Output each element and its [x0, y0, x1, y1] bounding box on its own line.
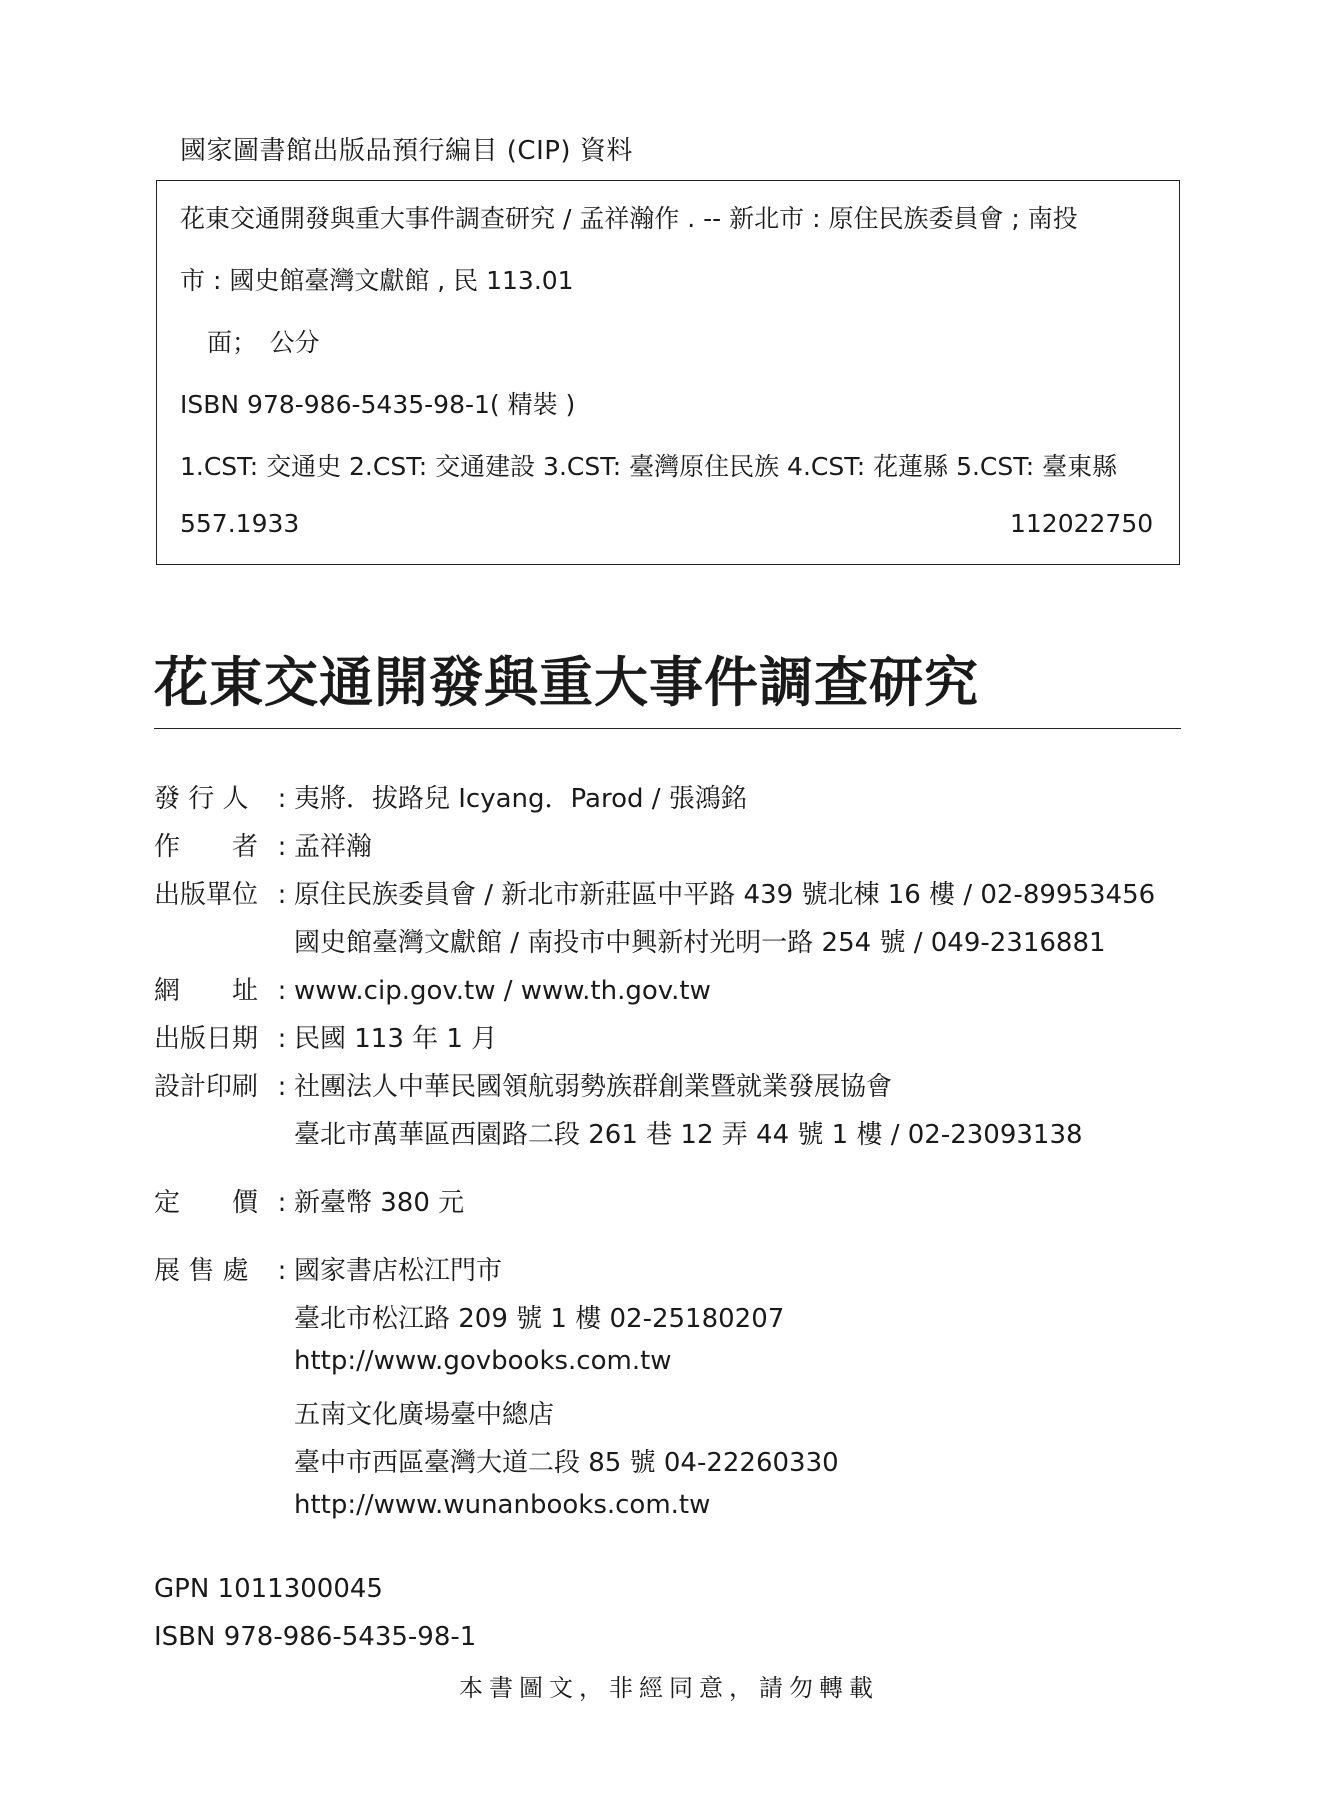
info-value: 臺北市松江路 209 號 1 樓 02-25180207	[294, 1304, 785, 1334]
info-label: 設計印刷	[154, 1072, 259, 1102]
info-row-publisher	[154, 778, 747, 815]
info-value: www.cip.gov.tw / www.th.gov.tw	[294, 976, 711, 1006]
info-separator: :	[277, 784, 287, 814]
cip-record-number: 112022750	[1010, 509, 1154, 538]
info-separator: :	[277, 1256, 287, 1286]
info-value: 國家書店松江門市	[294, 1256, 503, 1286]
cip-line-pages: 面； 公分	[207, 328, 320, 357]
cip-line-publisher: 市 : 國史館臺灣文獻館 , 民 113.01	[180, 266, 574, 295]
info-label: 出版日期	[154, 1024, 259, 1054]
cip-line-isbn: ISBN 978-986-5435-98-1( 精裝 )	[180, 390, 576, 419]
info-value: http://www.govbooks.com.tw	[294, 1346, 672, 1376]
cip-classification-number: 557.1933	[180, 509, 300, 538]
title-divider	[154, 728, 1181, 729]
cip-line-title: 花東交通開發與重大事件調查研究 / 孟祥瀚作 . -- 新北市 : 原住民族委員會 ; 南投	[180, 204, 1078, 233]
info-separator: :	[277, 880, 287, 910]
cip-heading: 國家圖書館出版品預行編目 (CIP) 資料	[180, 136, 633, 166]
gpn-number: GPN 1011300045	[154, 1574, 383, 1604]
info-label: 網 址	[154, 976, 259, 1006]
info-separator: :	[277, 832, 287, 862]
info-value: 民國 113 年 1 月	[294, 1024, 498, 1054]
book-title: 花東交通開發與重大事件調查研究	[154, 650, 979, 714]
info-value: 新臺幣 380 元	[294, 1188, 465, 1218]
cip-line-classification	[180, 509, 1154, 538]
info-value: 臺中市西區臺灣大道二段 85 號 04-22260330	[294, 1448, 839, 1478]
info-row-website	[154, 970, 711, 1007]
info-value: 原住民族委員會 / 新北市新莊區中平路 439 號北棟 16 樓 / 02-89953456	[294, 880, 1156, 910]
info-label: 展 售 處	[154, 1256, 249, 1286]
info-row-date	[154, 1018, 497, 1055]
info-separator: :	[277, 1072, 287, 1102]
info-row-sales	[154, 1250, 502, 1287]
info-label: 定 價	[154, 1188, 259, 1218]
info-row-author	[154, 826, 372, 863]
info-value: 國史館臺灣文獻館 / 南投市中興新村光明一路 254 號 / 049-2316881	[294, 928, 1106, 958]
cip-record-box	[156, 180, 1180, 565]
info-value: 孟祥瀚	[294, 832, 373, 862]
info-row-price	[154, 1182, 464, 1219]
info-row-design-printing	[154, 1066, 892, 1103]
info-value: 社團法人中華民國領航弱勢族群創業暨就業發展協會	[294, 1072, 893, 1102]
info-value: 夷將．拔路兒 Icyang．Parod / 張鴻銘	[294, 784, 747, 814]
info-label: 出版單位	[154, 880, 259, 910]
info-separator: :	[277, 976, 287, 1006]
info-label: 發 行 人	[154, 784, 249, 814]
info-value: http://www.wunanbooks.com.tw	[294, 1490, 711, 1520]
cip-line-subjects: 1.CST: 交通史 2.CST: 交通建設 3.CST: 臺灣原住民族 4.CST: 花蓮縣 5.CST: 臺東縣	[180, 452, 1118, 481]
info-separator: :	[277, 1024, 287, 1054]
info-row-publishing-unit	[154, 874, 1155, 911]
isbn-number: ISBN 978-986-5435-98-1	[154, 1622, 477, 1652]
copyright-notice: 本書圖文，非經同意，請勿轉載	[459, 1674, 879, 1702]
info-value: 臺北市萬華區西園路二段 261 巷 12 弄 44 號 1 樓 / 02-23093138	[294, 1120, 1083, 1150]
info-separator: :	[277, 1188, 287, 1218]
info-label: 作 者	[154, 832, 259, 862]
info-value: 五南文化廣場臺中總店	[294, 1400, 555, 1430]
